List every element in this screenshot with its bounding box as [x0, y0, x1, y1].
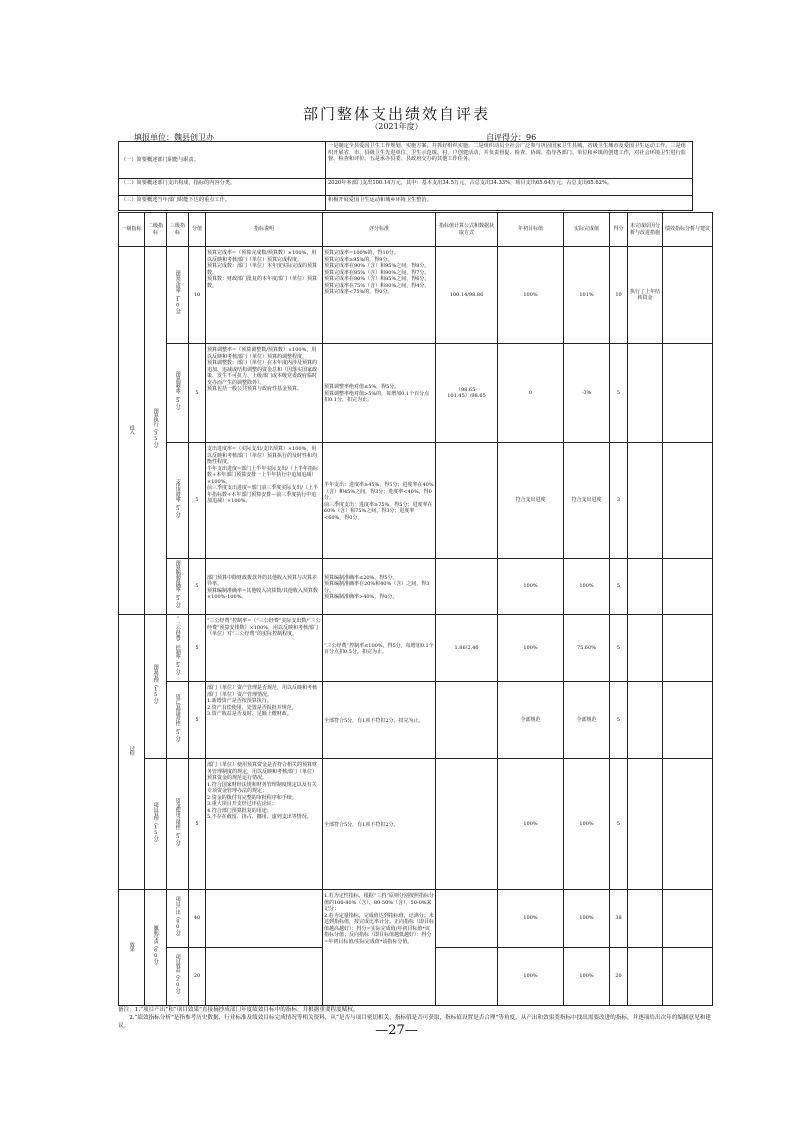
summary-row [119, 179, 693, 196]
level3-cell: 资金使用合规性（5分） [167, 759, 189, 890]
col-header: 一级指标 [119, 213, 145, 247]
level3-cell: 资产管理规范性（5分） [167, 682, 189, 759]
level3-cell: 预算完成率（10分） [167, 247, 189, 344]
level3-cell: 项目效益（20分） [167, 948, 189, 1006]
advice-cell [663, 615, 713, 682]
weight-cell: 5 [189, 344, 206, 443]
actual-cell: 101% [564, 247, 610, 344]
formula-cell [436, 682, 498, 759]
target-cell: 100% [498, 247, 564, 344]
standard-cell: 全部符合5分，有1项不符扣2分。 [323, 759, 436, 890]
target-cell: 100% [498, 948, 564, 1006]
weight-cell: 5 [189, 443, 206, 559]
actual-cell: 全部规范 [564, 682, 610, 759]
reason-cell [628, 559, 663, 615]
table-row [119, 344, 713, 443]
summary-content: 一是制定全县爱国卫生工作规划、实施方案，并抓好组织实施。二是组织动员全社会广泛参与巩固国家卫生县城、省级卫生城市及爱国卫生运动工作。三是组织开展省、市、县级卫生先进单位、卫生示范镇、村、户创建活动，并负责督促、检查、协调、指导各部门、单位和乡镇的创建工作，对社会环境卫生进行监督、检查和评价。五是承办县委、县政府交办的其他工作任务。 [326, 142, 693, 179]
desc-cell: 支出进度率=（实际支出/支出预算）×100%，用以反映和考核部门（单位）预算执行的及时性和均衡性程度。 半年支出进度=部门上半年实际支出/（上半年指标数+本年部门预算安排一上半年执行中追加追减）×100%。 前三季度支出进度=部门前三季度实际支出/（上半年指标数+本年部门预算安排—前三季度执行中追加追减）×100%。 [206, 443, 323, 559]
col-header: 实际完成值 [564, 213, 610, 247]
page-number: —27— [375, 1023, 418, 1038]
desc-cell: 部门预算中除财政拨款外的其他收入预算与决算差异率。 预算编制准确率=其他收入决算数/其他收入预算数×100%-100%。 [206, 559, 323, 615]
advice-cell [663, 759, 713, 890]
col-header: 分值 [189, 213, 206, 247]
reason-cell [628, 948, 663, 1006]
score-cell: 38 [610, 890, 628, 948]
desc-cell [206, 890, 323, 948]
actual-cell: 75.60% [564, 615, 610, 682]
level3-cell: 预算调整率（5分） [167, 344, 189, 443]
col-header: 三级指标 [167, 213, 189, 247]
table-row [119, 682, 713, 759]
summary-content: 积极开展爱国卫生运动和城乡环境卫生整治。 [326, 196, 693, 211]
level3-cell: 预算编制准确率（5分） [167, 559, 189, 615]
level3-cell: 项目产出（40分） [167, 890, 189, 948]
reason-cell [628, 890, 663, 948]
indicator-table [118, 212, 713, 1006]
col-header: 得分 [610, 213, 628, 247]
actual-cell: 100% [564, 890, 610, 948]
standard-cell: 全部符合5分，有1项不符扣2分，扣完为止。 [323, 682, 436, 759]
level3-cell: 支出进度率（5分） [167, 443, 189, 559]
weight-cell: 5 [189, 759, 206, 890]
target-cell: 100% [498, 559, 564, 615]
score-cell: 5 [610, 682, 628, 759]
col-header: 评分标准 [323, 213, 436, 247]
self-score: 自评得分：96 [486, 133, 537, 142]
year-subtitle: （2021年度） [370, 122, 423, 131]
summary-row [119, 142, 693, 179]
formula-cell [436, 443, 498, 559]
summary-row [119, 196, 693, 211]
desc-cell: “三公经费”控制率=（“三公经费”实际支出数/“三公经费”预算安排数）×100%，用以反映和考核部门（单位）对“三公经费”的实际控制程度。 [206, 615, 323, 682]
page-title: 部门整体支出绩效自评表 [302, 105, 490, 123]
level3-cell: “三公经费”控制率（5分） [167, 615, 189, 682]
level2-cell: 预算管理（15分） [145, 615, 167, 759]
col-header: 绩效指标分析与建议 [663, 213, 713, 247]
formula-cell: （98.65-101.45）/98.65 [436, 344, 498, 443]
standard-cell: 半年支出：进度率≥45%，得5分；进度率在40%（含）和45%之间，得3分；进度率<40%，得0分。 前三季度支出：进度率≥75%，得5分；进度率在60%（含）和75%之间，得3分；进度率<60%，得0分。 [323, 443, 436, 559]
header-row [119, 213, 713, 247]
level1-cell: 投入 [119, 247, 145, 615]
table-row [119, 890, 713, 948]
weight-cell: 5 [189, 615, 206, 682]
col-header: 二级指标 [145, 213, 167, 247]
target-cell: 100% [498, 890, 564, 948]
actual-cell: 100% [564, 559, 610, 615]
col-header: 指标值计算公式和数据获取方式 [436, 213, 498, 247]
summary-content: 2020年本部门支出100.14万元，其中：基本支出34.5万元，占总支出34.33%，项目支出65.64万元，占总支出65.62%。 [326, 179, 693, 196]
desc-cell: 部门（单位）资产管理是否规范，用以反映和考核部门（单位）资产管理情况。 1.新增资产是否按预算执行。 2.资产有偿使用、处置是否报批并规范。 3.资产收益是否及时、足额上缴财政。 [206, 682, 323, 759]
summary-label: （三）简要概述当年部门职能下达的重点工作。 [119, 196, 326, 211]
reason-cell [628, 615, 663, 682]
advice-cell [663, 443, 713, 559]
weight-cell: 10 [189, 247, 206, 344]
advice-cell [663, 247, 713, 344]
target-cell: 0 [498, 344, 564, 443]
level1-cell: 效果 [119, 890, 145, 1006]
table-row [119, 247, 713, 344]
standard-cell: 预算完成率=100%的，得10分。 预算完成率≥95%的，得9分。 预算完成率在90%（含）和95%之间，得8分。 预算完成率在85%（含）和90%之间，得7分。 预算完成率在80%（含）和85%之间，得6分。 预算完成率在75%（含）和80%之间，得4分。 预算完成率<75%的，得0分。 [323, 247, 436, 344]
standard-cell: 1.若为定性指标，根据“三档”原则分别按照指标分值的100-80%（含）、80-50%（含）、50-0%来记分； 2.若为定量指标，完成值达到指标值，记满分；未达到指标值，按完成比率计分。正向指标（即目标值越高越好）：得分=实际完成值/年初目标值*该指标分值；反向指标（即目标值越低越好）：得分=年初目标值/实际完成值*该指标分值。 [323, 890, 436, 1006]
summary-label: （一）简要概述部门职能与职责。 [119, 142, 326, 179]
formula-cell [436, 559, 498, 615]
table-row [119, 759, 713, 890]
actual-cell: 100% [564, 759, 610, 890]
formula-cell [436, 948, 498, 1006]
reason-cell [628, 682, 663, 759]
weight-cell: 40 [189, 890, 206, 948]
standard-cell: 预算编制准确率≤20%，得5分。 预算编制准确率在20%和40%（含）之间，得3分。 预算编制准确率>40%，得0分。 [323, 559, 436, 615]
formula-cell [436, 759, 498, 890]
score-cell: 5 [610, 759, 628, 890]
level2-cell: 项目管理（15分） [145, 759, 167, 890]
reason-cell: 执行了上年结转资金 [628, 247, 663, 344]
table-row [119, 443, 713, 559]
target-cell: 100% [498, 615, 564, 682]
desc-cell [206, 948, 323, 1006]
reason-cell [628, 344, 663, 443]
weight-cell: 20 [189, 948, 206, 1006]
reason-cell [628, 759, 663, 890]
target-cell: 全部规范 [498, 682, 564, 759]
summary-label: （二）简要概述部门支出构成，指标的内容分类。 [119, 179, 326, 196]
filling-unit: 填报单位：魏县创卫办 [134, 133, 214, 142]
advice-cell [663, 890, 713, 948]
desc-cell: 预算完成率=（预算完成数/预算数）×100%，用以反映和考核部门（单位）预算完成程度。 预算完成数：部门（单位）本年度实际完成的预算数。 预算数：财政部门批复的本年度部门（单位）预算数。 [206, 247, 323, 344]
actual-cell: -3% [564, 344, 610, 443]
col-header: 年初目标值 [498, 213, 564, 247]
actual-cell: 100% [564, 948, 610, 1006]
standard-cell: “三公经费”控制率≤100%，得5分，每增加0.1个百分点扣0.5分，扣完为止。 [323, 615, 436, 682]
footnote: 备注：1.“项目产出”和“项目效果”直接摘抄成部门年度绩效目标中的指标，并根据重要程度赋权。 2.“绩效指标分析”是指参考历史数据、行业标准及绩效目标完成情况等相关资料，从“是否与项目密切相关，指标值是否可获取，指标值设置是否合理”等角度，从产出和效果类指标中找出需要改进的指标，并逐项给出次年的编制意见和建议。 [118, 1007, 711, 1029]
weight-cell: 5 [189, 559, 206, 615]
formula-cell: 100.14/98.86 [436, 247, 498, 344]
target-cell: 符合支出进度 [498, 443, 564, 559]
score-cell: 5 [610, 559, 628, 615]
level1-cell: 过程 [119, 615, 145, 890]
score-cell: 20 [610, 948, 628, 1006]
table-row [119, 615, 713, 682]
col-header: 未完成原因分析与改进措施 [628, 213, 663, 247]
target-cell: 100% [498, 759, 564, 890]
score-cell: 10 [610, 247, 628, 344]
weight-cell: 5 [189, 682, 206, 759]
advice-cell [663, 344, 713, 443]
desc-cell: 部门（单位）使用预算资金是否符合相关的预算财务管理制度的规定，用以反映和考核部门（单位）预算资金的规范运行情况。 1.符合国家财经法规和财务管理制度规定以及有关专项资金管理办法的规定； 2.资金的拨付有完整的审批程序和手续； 3.重大项目开支经过评估论证； 4.符合部门预算批复的用途； 5.不存在截留、挤占、挪用、虚列支出等情况。 [206, 759, 323, 890]
advice-cell [663, 559, 713, 615]
standard-cell: 预算调整率绝对值≤5%，得5分。 预算调整率绝对值>5%的，每增加0.1个百分点扣0.1分，扣完为止。 [323, 344, 436, 443]
actual-cell: 符合支出进度 [564, 443, 610, 559]
level2-cell: 预算执行（35分） [145, 247, 167, 615]
score-cell: 5 [610, 344, 628, 443]
score-cell: 3 [610, 443, 628, 559]
reason-cell [628, 443, 663, 559]
level2-cell: 履职尽责（60分） [145, 890, 167, 1006]
col-header: 指标说明 [206, 213, 323, 247]
table-row [119, 559, 713, 615]
score-cell: 5 [610, 615, 628, 682]
formula-cell [436, 890, 498, 948]
advice-cell [663, 948, 713, 1006]
advice-cell [663, 682, 713, 759]
formula-cell: 1.86/2.46 [436, 615, 498, 682]
summary-table [118, 141, 693, 211]
desc-cell: 预算调整率=（预算调整数/预算数）×100%，用以反映和考核部门（单位）预算的调整程度。 预算调整数：部门（单位）在本年度内涉及预算的追加、追减或结构调整的资金总和（因落实国家政策、发生不可抗力、上级部门或本级党委政府临时交办而产生的调整除外）。 预算包括一般公共预算与政府性基金预算。 [206, 344, 323, 443]
